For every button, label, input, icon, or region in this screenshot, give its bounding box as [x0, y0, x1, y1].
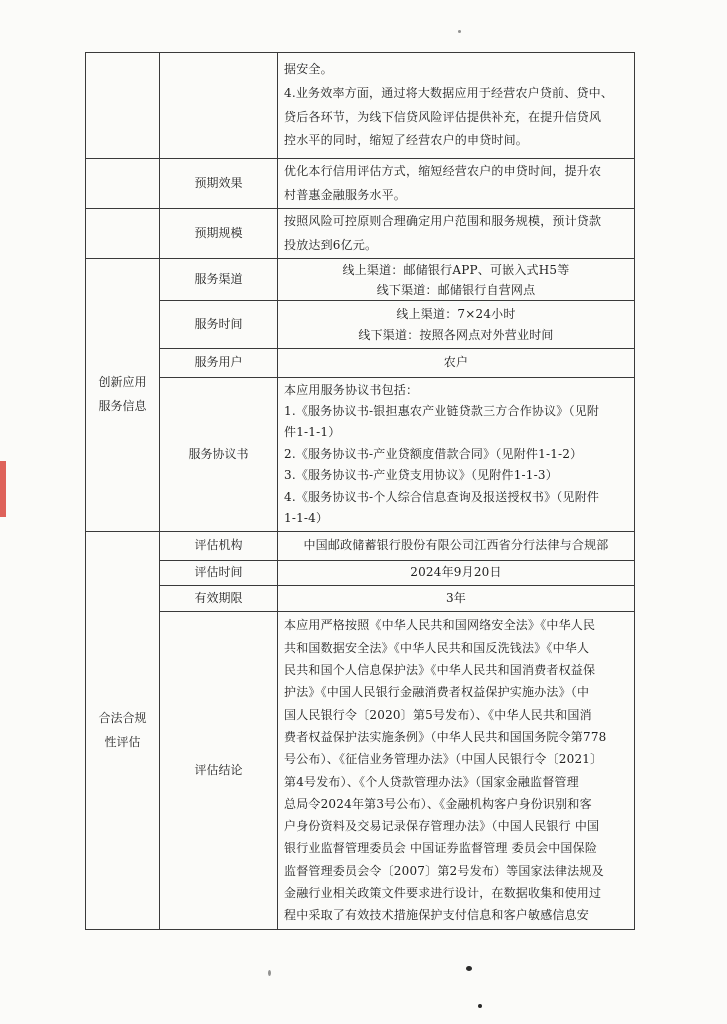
table-row [86, 532, 635, 561]
table-row [86, 259, 635, 301]
scan-speck [458, 30, 461, 33]
empty-cell [160, 53, 278, 159]
table-row [86, 378, 635, 532]
assessment-date-value: 2024年9月20日 [278, 561, 635, 586]
red-seal-edge [0, 461, 6, 517]
service-time-label: 服务时间 [160, 301, 278, 349]
table-row [86, 349, 635, 378]
empty-cell [86, 159, 160, 209]
assessment-agency-value: 中国邮政储蓄银行股份有限公司江西省分行法律与合规部 [278, 532, 635, 561]
scan-speck [268, 970, 271, 976]
empty-cell [86, 53, 160, 159]
expected-scale-value: 按照风险可控原则合理确定用户范围和服务规模，预计贷款 投放达到6亿元。 [278, 209, 635, 259]
service-users-value: 农户 [278, 349, 635, 378]
table-row [86, 209, 635, 259]
assessment-date-label: 评估时间 [160, 561, 278, 586]
service-info-section-label: 创新应用服务信息 [86, 259, 160, 532]
assessment-conclusion-value: 本应用严格按照《中华人民共和国网络安全法》《中华人民 共和国数据安全法》《中华人民共和国反洗钱法》《中华人 民共和国个人信息保护法》《中华人民共和国消费者权益保 护法》《中国人民银行金融消费者权益保护实施办法》（中 国人民银行令〔2020〕第5号发布）、《中华人民共和国消 费者权益保护法实施条例》（中华人民共和国国务院令第778 号公布）、《征信业务管理办法》（中国人民银行令〔2021〕 第4号发布）、《个人贷款管理办法》（国家金融监督管理 总局令2024年第3号公布）、《金融机构客户身份识别和客 户身份资料及交易记录保存管理办法》（中国人民银行 中国 银行业监督管理委员会 中国证券监督管理 委员会中国保险 监督管理委员会令〔2007〕第2号发布）等国家法律法规及 金融行业相关政策文件要求进行设计，在数据收集和使用过 程中采取了有效技术措施保护支付信息和客户敏感信息安 [278, 612, 635, 930]
continuation-text: 据安全。 4.业务效率方面，通过将大数据应用于经营农户贷前、贷中、 贷后各环节，为线下信贷风险评估提供补充，在提升信贷风 控水平的同时，缩短了经营农户的申贷时间。 [278, 53, 635, 159]
table-row [86, 586, 635, 612]
empty-cell [86, 209, 160, 259]
compliance-section-label: 合法合规性评估 [86, 532, 160, 930]
service-users-label: 服务用户 [160, 349, 278, 378]
service-channel-value: 线上渠道：邮储银行APP、可嵌入式H5等 线下渠道：邮储银行自营网点 [278, 259, 635, 301]
scan-speck [466, 966, 472, 971]
table-row [86, 612, 635, 930]
service-time-value: 线上渠道：7×24小时 线下渠道：按照各网点对外营业时间 [278, 301, 635, 349]
service-channel-label: 服务渠道 [160, 259, 278, 301]
assessment-conclusion-label: 评估结论 [160, 612, 278, 930]
table-row [86, 561, 635, 586]
info-table [85, 52, 635, 930]
table-row [86, 301, 635, 349]
expected-scale-label: 预期规模 [160, 209, 278, 259]
table-row [86, 53, 635, 159]
scan-speck [478, 1004, 482, 1008]
validity-label: 有效期限 [160, 586, 278, 612]
expected-effect-label: 预期效果 [160, 159, 278, 209]
assessment-agency-label: 评估机构 [160, 532, 278, 561]
expected-effect-value: 优化本行信用评估方式，缩短经营农户的申贷时间，提升农 村普惠金融服务水平。 [278, 159, 635, 209]
validity-value: 3年 [278, 586, 635, 612]
service-agreement-label: 服务协议书 [160, 378, 278, 532]
table-row [86, 159, 635, 209]
service-agreement-value: 本应用服务协议书包括： 1.《服务协议书-银担惠农产业链贷款三方合作协议》（见附 件1-1-1） 2.《服务协议书-产业贷额度借款合同》（见附件1-1-2） 3.《服务协议书-产业贷支用协议》（见附件1-1-3） 4.《服务协议书-个人综合信息查询及报送授权书》（见附件 1-1-4） [278, 378, 635, 532]
